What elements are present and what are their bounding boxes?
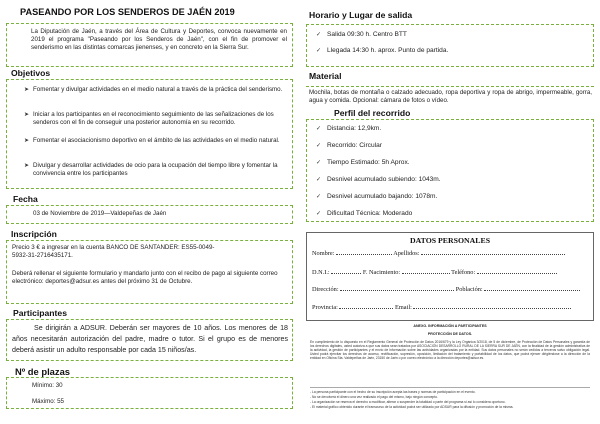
material-heading-rule	[306, 86, 594, 87]
telefono-field[interactable]	[477, 268, 557, 274]
perfil-dificultad: ✓ Dificultad Técnica: Moderado	[316, 210, 413, 217]
objetivos-box	[6, 79, 293, 189]
plazas-heading: Nº de plazas	[15, 366, 71, 377]
check-bullet-icon: ✓	[316, 126, 322, 132]
objetivo-item-4: ➤ Divulgar y desarrollar actividades de ocio para la ocupación del tiempo libre y fomentar la convivencia entre los participantes	[24, 162, 278, 177]
plazas-box	[6, 377, 293, 409]
proteccion-heading: PROTECCIÓN DE DATOS.	[427, 332, 473, 336]
fnac-label: F. Nacimiento:	[362, 269, 401, 276]
horario-salida: ✓ Salida 09:30 h. Centro BTT	[316, 31, 407, 38]
objetivo-item-2: ➤ Iniciar a los participantes en el reconocimiento seguimiento de las señalizaciones de los senderos con el fin de conseguir una posterior autonomía en su recorrido.	[24, 111, 274, 126]
nombre-field[interactable]	[336, 249, 392, 255]
fecha-heading: Fecha	[13, 194, 38, 204]
poblacion-field[interactable]	[484, 285, 580, 291]
apellidos-label: Apellidos:	[393, 250, 420, 257]
provincia-label: Provincia:	[312, 304, 338, 311]
dni-field[interactable]	[331, 268, 361, 274]
arrow-bullet-icon: ➤	[24, 112, 30, 118]
condicion-2: - No se devolverá el dinero una vez realizado el pago del mismo, bajo ningún concepto.	[310, 395, 438, 399]
poblacion-label: Población:	[455, 286, 483, 293]
arrow-bullet-icon: ➤	[24, 87, 30, 93]
check-bullet-icon: ✓	[316, 143, 322, 149]
horario-box	[306, 24, 594, 67]
page-title: PASEANDO POR LOS SENDEROS DE JAÉN 2019	[20, 7, 235, 17]
condicion-3: - La organización se reserva el derecho a modificar, alterar o suspender la totalidad o parte del programa si así lo considera oportuno.	[310, 400, 506, 404]
inscripcion-precio: Precio 3 € a ingresar en la cuenta BANCO DE SANTANDER: ES55-0049-5932-31-2716435171.	[12, 244, 215, 260]
participantes-text: Se dirigirán a ADSUR. Deberán ser mayores de 10 años. Los menores de 18 años necesitarán autorización del padre, madre o tutor. Si el grupo es de menores deberá asistir un adulto responsable por cada 15 niños/as.	[12, 324, 288, 354]
proteccion-text: En cumplimiento de lo dispuesto en el Reglamento General de Protección de Datos 2016/679 y la Ley Orgánica 3/2018, de 5 de diciembre, de Protección de Datos Personales y garantía de los derechos digitales, usted autoriza a que sus datos sean tratados por ASOCIACIÓN DESARROLLO RURAL DE LA SIERRA SUR DE JAÉN, con la finalidad de la gestión administrativa de la actividad, la gestión de participantes y el envío de información sobre las actividades organizadas por la entidad. Sus datos personales no serán cedidos a terceros salvo obligación legal. Usted podrá ejercitar los derechos de acceso, rectificación, supresión, oposición, limitación del tratamiento y portabilidad de los datos, que podrá ejercer dirigiéndose a la dirección de la entidad en Oficina Sta. Valdepeñas de Jaén, 23150 de Jaén o por correo electrónico a la dirección deportes@adsur.es.	[310, 340, 590, 361]
horario-heading: Horario y Lugar de salida	[309, 10, 413, 20]
objetivo-item-1: ➤ Fomentar y divulgar actividades en el medio natural a través de la práctica del senderismo.	[24, 86, 283, 93]
direccion-field[interactable]	[340, 285, 454, 291]
check-bullet-icon: ✓	[316, 177, 322, 183]
fecha-text: 03 de Noviembre de 2019—Valdepeñas de Jaén	[33, 210, 167, 217]
fnac-field[interactable]	[402, 268, 450, 274]
perfil-desnivel-bajando: ✓ Desnivel acumulado bajando: 1078m.	[316, 193, 438, 200]
perfil-recorrido: ✓ Recorrido: Circular	[316, 142, 382, 149]
condicion-4: - El material gráfico obtenido durante el transcurso de la actividad podrá ser utilizado por ADSUR para la difusión y promoción de la misma.	[310, 405, 514, 409]
material-heading: Material	[309, 71, 342, 81]
check-bullet-icon: ✓	[316, 48, 322, 54]
anexo-heading: ANEXO. INFORMACIÓN A PARTICIPANTES	[413, 324, 487, 328]
check-bullet-icon: ✓	[316, 211, 322, 217]
apellidos-field[interactable]	[421, 249, 565, 255]
participantes-box	[6, 319, 293, 361]
dni-label: D.N.I.:	[312, 269, 330, 276]
condicion-1: - La persona participante con el hecho de su inscripción acepta las bases y normas de participación en el evento.	[310, 390, 476, 394]
nombre-label: Nombre:	[312, 250, 335, 257]
perfil-heading: Perfil del recorrido	[334, 108, 411, 118]
arrow-bullet-icon: ➤	[24, 138, 30, 144]
intro-box	[6, 23, 293, 67]
plazas-minimo: Mínimo: 30	[32, 382, 63, 389]
inscripcion-box	[6, 240, 293, 304]
datos-personales-form	[306, 232, 594, 321]
objetivos-heading: Objetivos	[11, 68, 51, 78]
direccion-label: Dirección:	[312, 286, 339, 293]
email-label: Email:	[395, 304, 412, 311]
inscripcion-instrucciones: Deberá rellenar el siguiente formulario y mandarlo junto con el recibo de pago al siguiente correo electrónico: deportes@adsur.es antes del próximo 31 de Octubre.	[12, 270, 278, 286]
email-field[interactable]	[413, 303, 571, 309]
telefono-label: Teléfono:	[451, 269, 476, 276]
inscripcion-heading: Inscripción	[11, 229, 57, 239]
check-bullet-icon: ✓	[316, 32, 322, 38]
provincia-field[interactable]	[339, 303, 393, 309]
intro-text: La Diputación de Jaén, a través del Área de Cultura y Deportes, convoca nuevamente en 2019 el programa "Paseando por los Senderos de Jaén", con el fin de promover el senderismo en las distintas comarcas jienenses, y en concreto en la Sierra Sur.	[31, 28, 287, 52]
perfil-tiempo: ✓ Tiempo Estimado: 5h Aprox.	[316, 159, 410, 166]
horario-llegada: ✓ Llegada 14:30 h. aprox. Punto de partida.	[316, 47, 449, 54]
check-bullet-icon: ✓	[316, 160, 322, 166]
form-title: DATOS PERSONALES	[409, 236, 491, 245]
arrow-bullet-icon: ➤	[24, 163, 30, 169]
participantes-heading: Participantes	[13, 308, 67, 318]
objetivo-item-3: ➤ Fomentar el asociacionismo deportivo en el ámbito de las actividades en el medio natural.	[24, 137, 280, 144]
check-bullet-icon: ✓	[316, 194, 322, 200]
plazas-maximo: Máximo: 55	[32, 398, 64, 405]
material-text: Mochila, botas de montaña o calzado adecuado, ropa deportiva y ropa de abrigo, impermeable, gorra, agua y comida. Opcional: cámara de fotos o vídeo.	[309, 89, 592, 105]
perfil-box	[306, 119, 594, 222]
perfil-distancia: ✓ Distancia: 12,9km.	[316, 125, 382, 132]
fecha-box	[6, 205, 293, 224]
legal-divider	[310, 387, 590, 388]
perfil-desnivel-subiendo: ✓ Desnivel acumulado subiendo: 1043m.	[316, 176, 441, 183]
